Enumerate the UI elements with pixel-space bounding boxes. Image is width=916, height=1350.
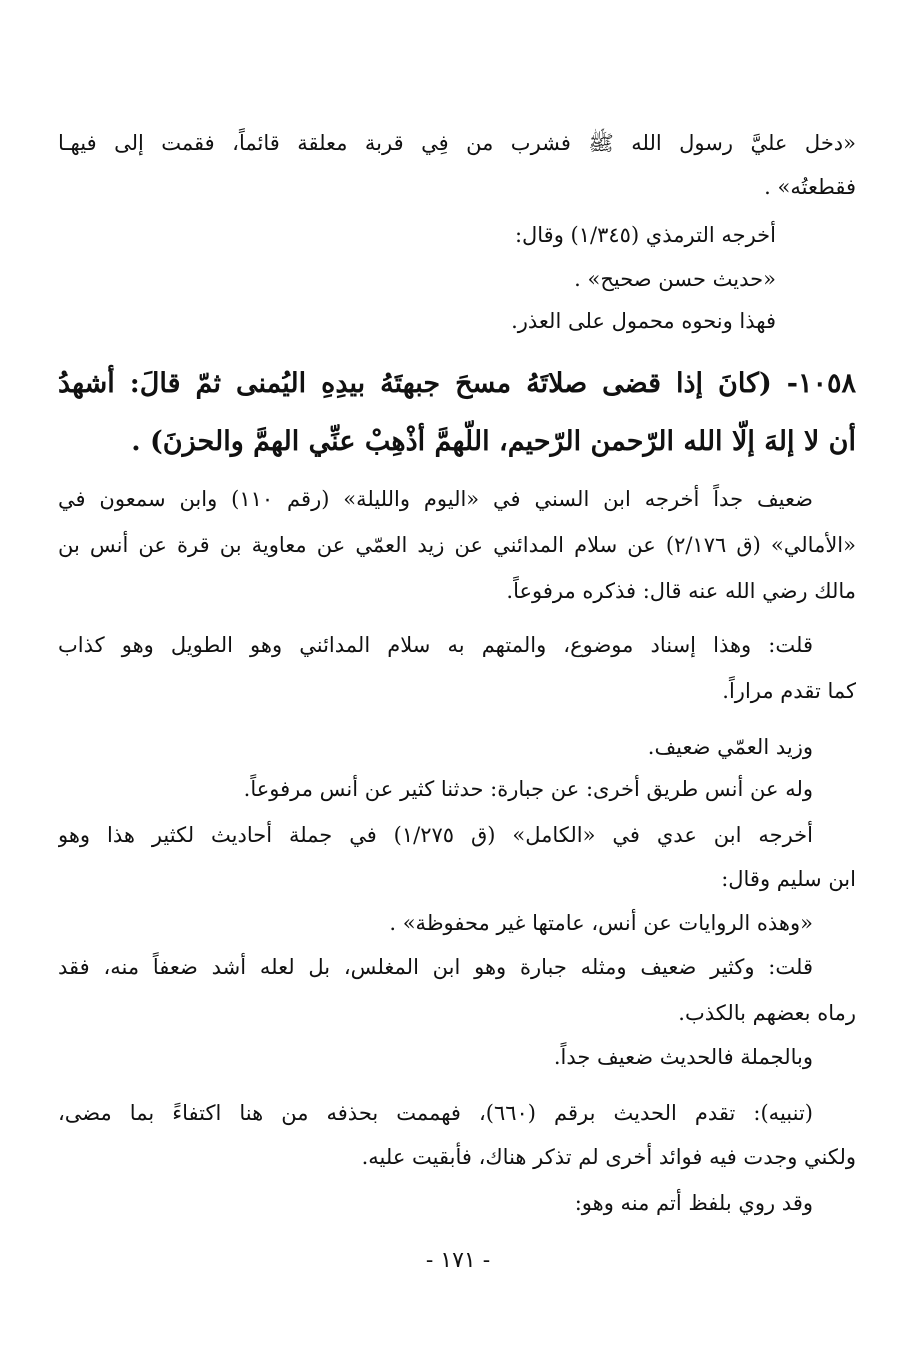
text-line: «وهذه الروايات عن أنس، عامتها غير محفوظة» . xyxy=(389,911,813,935)
text-line: وزيد العمّي ضعيف. xyxy=(647,735,813,759)
text-line: أخرجه الترمذي (١/٣٤٥) وقال: xyxy=(514,223,776,247)
text-line: قلت: وكثير ضعيف ومثله جبارة وهو ابن المغلس، بل لعله أشد ضعفاً منه، فقد xyxy=(58,955,813,979)
text-line: قلت: وهذا إسناد موضوع، والمتهم به سلام المدائني وهو الطويل وهو كذاب xyxy=(58,633,813,657)
text-line: رماه بعضهم بالكذب. xyxy=(678,1001,856,1025)
hadith-heading-line: أن لا إلهَ إلّا الله الرّحمن الرّحيم، اللّهمَّ أذْهِبْ عنِّي الهمَّ والحزنَ) . xyxy=(131,426,856,457)
page-number: - ١٧١ - xyxy=(425,1248,491,1273)
text-line: «حديث حسن صحيح» . xyxy=(574,267,776,291)
text-line: «الأمالي» (ق ٢/١٧٦) عن سلام المدائني عن زيد العمّي عن معاوية بن قرة عن أنس بن xyxy=(58,533,856,557)
text-line: (تنبيه): تقدم الحديث برقم (٦٦٠)، فهممت بحذفه من هنا اكتفاءً بما مضى، xyxy=(58,1101,813,1125)
text-line: ولكني وجدت فيه فوائد أخرى لم تذكر هناك، فأبقيت عليه. xyxy=(361,1145,856,1169)
text-line: كما تقدم مراراً. xyxy=(722,679,856,703)
text-line: وله عن أنس طريق أخرى: عن جبارة: حدثنا كثير عن أنس مرفوعاً. xyxy=(243,777,813,801)
text-line: فهذا ونحوه محمول على العذر. xyxy=(511,309,776,333)
text-line: وقد روي بلفظ أتم منه وهو: xyxy=(574,1191,813,1215)
text-line: ضعيف جداً أخرجه ابن السني في «اليوم والليلة» (رقم ١١٠) وابن سمعون في xyxy=(58,487,813,511)
text-line: وبالجملة فالحديث ضعيف جداً. xyxy=(553,1045,813,1069)
text-line: فقطعتُه» . xyxy=(764,175,856,199)
text-line: أخرجه ابن عدي في «الكامل» (ق ١/٢٧٥) في جملة أحاديث لكثير هذا وهو xyxy=(58,823,813,847)
hadith-heading-line: ١٠٥٨- (كانَ إذا قضى صلاتَهُ مسحَ جبهتَهُ بيدِهِ اليُمنى ثمّ قالَ: أشهدُ xyxy=(58,368,856,399)
text-line: مالك رضي الله عنه قال: فذكره مرفوعاً. xyxy=(506,579,856,603)
text-line: «دخل عليَّ رسول الله ﷺ فشرب من فِي قربة معلقة قائماً، فقمت إلى فيهـا xyxy=(58,131,856,155)
text-line: ابن سليم وقال: xyxy=(721,867,856,891)
